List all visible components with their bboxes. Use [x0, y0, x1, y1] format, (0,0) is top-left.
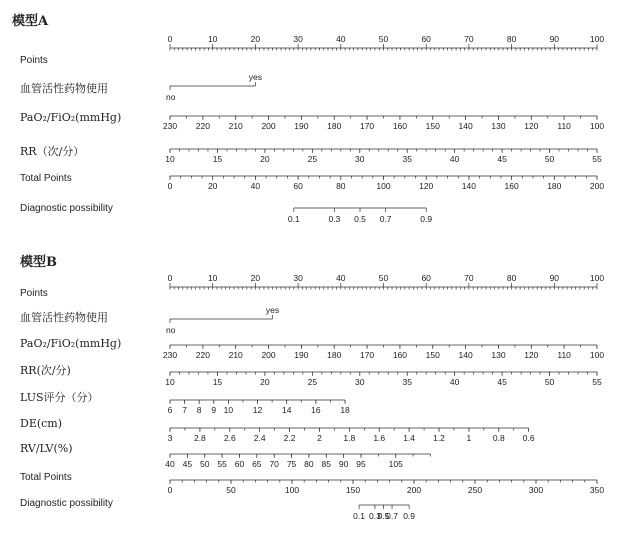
tick-label: 16 — [311, 405, 321, 415]
tick-label: 140 — [458, 350, 473, 360]
tick-label: 50 — [199, 459, 210, 469]
tick-label: 200 — [261, 121, 276, 131]
tick-label: 200 — [406, 485, 422, 495]
tick-label: 150 — [425, 350, 440, 360]
tick-label: 25 — [307, 377, 318, 387]
tick-label: 190 — [294, 121, 309, 131]
tick-label: 12 — [252, 405, 263, 415]
tick-label: 90 — [549, 34, 560, 44]
tick-label: 120 — [419, 181, 434, 191]
tick-label: 100 — [589, 34, 605, 44]
tick-label: 10 — [165, 154, 175, 164]
tick-label: 100 — [589, 121, 605, 131]
axis-row — [20, 173, 604, 191]
tick-label: 250 — [467, 485, 483, 495]
tick-label: 160 — [392, 350, 408, 360]
tick-label: 65 — [252, 459, 262, 469]
axis-row — [20, 144, 602, 164]
tick-label: 230 — [162, 350, 178, 360]
tick-label: 35 — [402, 154, 412, 164]
tick-label: 20 — [207, 181, 218, 191]
tick-label: 0.5 — [354, 214, 366, 224]
tick-label: 110 — [557, 350, 571, 360]
tick-label: 2.6 — [223, 433, 236, 443]
tick-label: 0.7 — [386, 511, 398, 521]
panel-b-title: 模型B — [20, 255, 57, 270]
tick-label: 45 — [497, 154, 507, 164]
axis-row — [20, 305, 279, 335]
tick-label: 110 — [557, 121, 571, 131]
axis-row — [20, 337, 604, 360]
tick-label: 10 — [207, 273, 218, 283]
tick-label-yes: yes — [265, 305, 280, 315]
tick-label-no: no — [166, 325, 176, 335]
tick-label: 170 — [359, 350, 375, 360]
tick-label: 160 — [392, 121, 408, 131]
tick-label: 25 — [307, 154, 318, 164]
tick-label: 220 — [195, 121, 210, 131]
tick-label: 35 — [402, 377, 412, 387]
tick-label: 60 — [293, 181, 303, 191]
tick-label: 90 — [338, 459, 349, 469]
row-label: Total Points — [20, 472, 72, 483]
tick-label: 0.3 — [369, 511, 381, 521]
tick-label: 1.2 — [433, 433, 445, 443]
tick-label-no: no — [166, 92, 176, 102]
tick-label: 50 — [378, 34, 389, 44]
tick-label: 10 — [223, 405, 234, 415]
row-label: LUS评分（分） — [20, 391, 99, 404]
tick-label: 230 — [162, 121, 178, 131]
tick-label: 0.1 — [353, 511, 366, 521]
tick-label: 0 — [167, 34, 173, 44]
tick-label: 20 — [250, 273, 261, 283]
tick-label: 100 — [284, 485, 300, 495]
panel-model-b — [20, 254, 604, 521]
tick-label: 40 — [336, 34, 346, 44]
tick-label: 2.8 — [193, 433, 206, 443]
tick-label: 150 — [425, 121, 440, 131]
tick-label: 85 — [321, 459, 332, 469]
tick-label: 20 — [260, 154, 270, 164]
tick-label: 7 — [182, 405, 187, 415]
tick-label: 15 — [212, 377, 223, 387]
axis-row — [20, 442, 430, 469]
tick-label: 170 — [359, 121, 375, 131]
tick-label: 50 — [226, 485, 236, 495]
tick-label: 2.2 — [283, 433, 296, 443]
tick-label: 180 — [327, 350, 342, 360]
tick-label: 0.8 — [492, 433, 505, 443]
tick-label: 6 — [167, 405, 173, 415]
tick-label: 0.5 — [377, 511, 390, 521]
row-label: Diagnostic possibility — [20, 498, 113, 509]
tick-label: 70 — [464, 34, 474, 44]
tick-label: 10 — [207, 34, 218, 44]
row-label: Points — [20, 288, 48, 299]
tick-label: 210 — [228, 350, 243, 360]
tick-label: 40 — [165, 459, 175, 469]
tick-label: 100 — [376, 181, 391, 191]
tick-label: 30 — [355, 377, 365, 387]
tick-label: 9 — [211, 405, 217, 415]
tick-label: 80 — [506, 273, 517, 283]
tick-label: 80 — [336, 181, 346, 191]
tick-label: 40 — [336, 273, 346, 283]
tick-label: 120 — [524, 350, 539, 360]
tick-label: 220 — [195, 350, 210, 360]
axis-row — [20, 203, 432, 224]
axis-row — [20, 417, 535, 443]
tick-label: 0 — [167, 485, 173, 495]
tick-label: 30 — [293, 34, 303, 44]
row-label: RV/LV(%) — [20, 442, 73, 455]
tick-label: 8 — [196, 405, 202, 415]
tick-label: 150 — [345, 485, 361, 495]
tick-label: 3 — [167, 433, 173, 443]
tick-label: 45 — [497, 377, 507, 387]
tick-label: 0.9 — [403, 511, 416, 521]
tick-label: 70 — [464, 273, 474, 283]
row-label: RR（次/分） — [20, 145, 85, 158]
row-label: Total Points — [20, 173, 72, 184]
tick-label: 190 — [294, 350, 309, 360]
axis-row — [20, 273, 604, 299]
row-label: Diagnostic possibility — [20, 203, 113, 214]
tick-label: 40 — [250, 181, 261, 191]
tick-label: 45 — [182, 459, 193, 469]
tick-label: 70 — [269, 459, 279, 469]
axis-row — [20, 34, 604, 66]
row-label: PaO₂/FiO₂(mmHg) — [20, 337, 122, 350]
tick-label: 1 — [466, 433, 472, 443]
tick-label: 350 — [589, 485, 605, 495]
panel-a-title: 模型A — [12, 14, 49, 29]
tick-label: 60 — [421, 273, 431, 283]
tick-label: 55 — [217, 459, 227, 469]
tick-label: 100 — [589, 273, 605, 283]
tick-label: 0 — [167, 181, 173, 191]
tick-label: 55 — [592, 377, 602, 387]
tick-label: 95 — [356, 459, 366, 469]
row-label: DE(cm) — [20, 417, 63, 430]
row-label: RR(次/分) — [20, 364, 71, 377]
tick-label: 60 — [421, 34, 431, 44]
tick-label: 2.4 — [253, 433, 266, 443]
tick-label: 50 — [544, 154, 555, 164]
row-label: Points — [20, 55, 48, 66]
tick-label: 200 — [261, 350, 276, 360]
tick-label: 130 — [491, 350, 506, 360]
tick-label: 1.6 — [373, 433, 386, 443]
tick-label: 0.6 — [522, 433, 535, 443]
tick-label: 100 — [589, 350, 605, 360]
tick-label: 210 — [228, 121, 243, 131]
tick-label: 20 — [250, 34, 261, 44]
row-label: 血管活性药物使用 — [20, 311, 108, 324]
tick-label: 1.8 — [343, 433, 356, 443]
axis-row — [20, 472, 604, 495]
tick-label: 80 — [304, 459, 314, 469]
axis-row — [20, 498, 415, 521]
row-label: 血管活性药物使用 — [20, 82, 108, 95]
tick-label: 10 — [165, 377, 175, 387]
tick-label: 0.7 — [379, 214, 392, 224]
axis-row — [20, 72, 262, 102]
tick-label: 1.4 — [403, 433, 416, 443]
tick-label: 160 — [504, 181, 519, 191]
tick-label: 30 — [293, 273, 303, 283]
tick-label: 40 — [449, 154, 460, 164]
tick-label: 15 — [212, 154, 223, 164]
tick-label: 120 — [524, 121, 539, 131]
tick-label: 300 — [528, 485, 544, 495]
axis-row — [20, 363, 602, 387]
axis-row — [20, 111, 604, 131]
tick-label: 55 — [592, 154, 602, 164]
tick-label: 75 — [286, 459, 297, 469]
tick-label: 60 — [234, 459, 245, 469]
tick-label: 0 — [167, 273, 173, 283]
tick-label-yes: yes — [248, 72, 263, 82]
tick-label: 20 — [260, 377, 270, 387]
tick-label: 200 — [589, 181, 605, 191]
tick-label: 105 — [388, 459, 403, 469]
tick-label: 14 — [281, 405, 292, 415]
tick-label: 180 — [327, 121, 342, 131]
tick-label: 90 — [549, 273, 560, 283]
panel-model-a — [12, 13, 604, 224]
tick-label: 50 — [544, 377, 555, 387]
tick-label: 80 — [506, 34, 517, 44]
tick-label: 140 — [458, 121, 473, 131]
tick-label: 0.3 — [328, 214, 341, 224]
tick-label: 2 — [317, 433, 322, 443]
axis-row — [20, 390, 350, 415]
tick-label: 50 — [378, 273, 389, 283]
tick-label: 0.1 — [287, 214, 300, 224]
row-label: PaO₂/FiO₂(mmHg) — [20, 111, 122, 124]
tick-label: 30 — [355, 154, 365, 164]
tick-label: 40 — [449, 377, 460, 387]
tick-label: 140 — [461, 181, 476, 191]
tick-label: 0.9 — [420, 214, 433, 224]
tick-label: 130 — [491, 121, 506, 131]
tick-label: 18 — [340, 405, 350, 415]
tick-label: 180 — [547, 181, 562, 191]
